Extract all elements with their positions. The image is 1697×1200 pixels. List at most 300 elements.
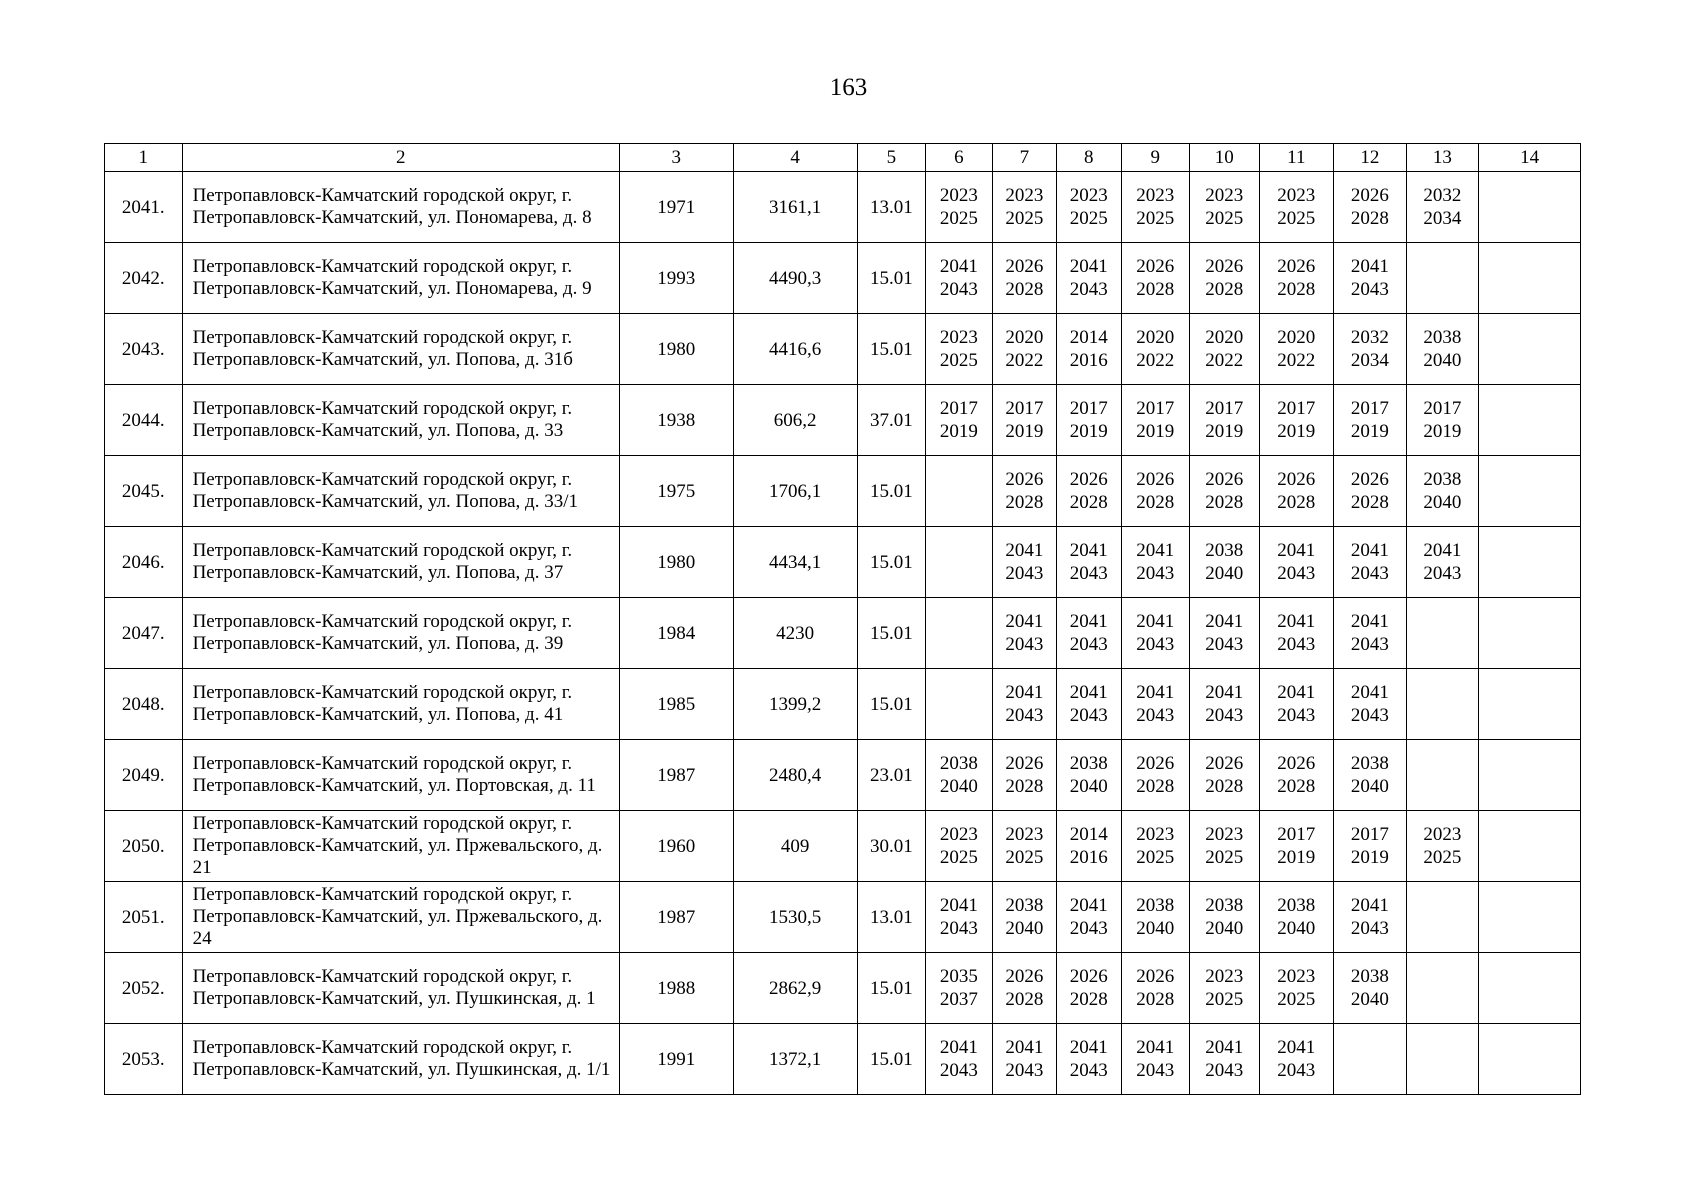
period-cell-col-10 — [1190, 456, 1260, 527]
period-start-year: 2041 — [1069, 895, 1108, 916]
period-start-year: 2041 — [1136, 611, 1175, 632]
period-start-year: 2041 — [1136, 1037, 1175, 1058]
column-header-14: 14 — [1479, 144, 1581, 172]
address: Петропавловск-Камчатский городской округ, г. Петропавловск-Камчатский, ул. Портовская, д. 11 — [182, 740, 619, 811]
period-cell-col-12 — [1334, 598, 1407, 669]
period-cell-col-13 — [1406, 456, 1479, 527]
period-start-year: 2041 — [1069, 540, 1108, 561]
period-end-year: 2040 — [1205, 563, 1244, 584]
period-end-year: 2025 — [1205, 989, 1244, 1010]
address: Петропавловск-Камчатский городской округ, г. Петропавловск-Камчатский, ул. Попова, д. 37 — [182, 527, 619, 598]
period-start-year: 2026 — [1136, 469, 1175, 490]
period-end-year: 2025 — [1205, 208, 1244, 229]
period-start-year: 2023 — [1005, 185, 1044, 206]
period-end-year: 2043 — [1277, 1060, 1316, 1081]
period-start-year: 2026 — [1205, 469, 1244, 490]
period-end-year: 2028 — [1005, 492, 1044, 513]
period-cell-col-11 — [1259, 953, 1334, 1024]
construction-year: 1960 — [619, 811, 733, 882]
period-cell-col-6 — [926, 953, 992, 1024]
column-header-1: 1 — [105, 144, 183, 172]
total-area: 4490,3 — [733, 243, 857, 314]
period-start-year: 2038 — [1005, 895, 1044, 916]
period-cell-col-6 — [926, 527, 992, 598]
period-end-year: 2043 — [1277, 634, 1316, 655]
period-cell-col-11 — [1259, 882, 1334, 953]
period-cell-col-14 — [1479, 740, 1581, 811]
period-start-year: 2023 — [1205, 966, 1244, 987]
period-end-year: 2043 — [1069, 563, 1108, 584]
period-cell-col-11 — [1259, 172, 1334, 243]
row-number: 2049. — [105, 740, 183, 811]
period-cell-col-12 — [1334, 1024, 1407, 1095]
address: Петропавловск-Камчатский городской округ, г. Петропавловск-Камчатский, ул. Попова, д. 41 — [182, 669, 619, 740]
table-row — [105, 1024, 1581, 1095]
period-cell-col-10 — [1190, 527, 1260, 598]
period-cell-col-11 — [1259, 314, 1334, 385]
period-end-year: 2028 — [1277, 492, 1316, 513]
period-start-year: 2041 — [1277, 1037, 1316, 1058]
period-end-year: 2037 — [939, 989, 978, 1010]
column-header-2: 2 — [182, 144, 619, 172]
period-start-year: 2041 — [939, 1037, 978, 1058]
column-header-5: 5 — [857, 144, 926, 172]
period-start-year: 2023 — [939, 327, 978, 348]
period-cell-col-8 — [1057, 882, 1121, 953]
period-start-year: 2038 — [1277, 895, 1316, 916]
period-end-year: 2028 — [1136, 989, 1175, 1010]
period-start-year: 2038 — [1205, 540, 1244, 561]
period-cell-col-9 — [1121, 1024, 1190, 1095]
building-code: 15.01 — [857, 456, 926, 527]
construction-year: 1984 — [619, 598, 733, 669]
total-area: 2480,4 — [733, 740, 857, 811]
period-cell-col-14 — [1479, 385, 1581, 456]
period-cell-col-10 — [1190, 953, 1260, 1024]
period-end-year: 2043 — [1205, 705, 1244, 726]
period-cell-col-13 — [1406, 1024, 1479, 1095]
period-end-year: 2043 — [1005, 563, 1044, 584]
period-start-year: 2041 — [939, 256, 978, 277]
address: Петропавловск-Камчатский городской округ, г. Петропавловск-Камчатский, ул. Попова, д. 31б — [182, 314, 619, 385]
row-number: 2052. — [105, 953, 183, 1024]
period-end-year: 2028 — [1069, 492, 1108, 513]
period-start-year: 2026 — [1136, 753, 1175, 774]
total-area: 1399,2 — [733, 669, 857, 740]
period-cell-col-13 — [1406, 953, 1479, 1024]
period-cell-col-8 — [1057, 740, 1121, 811]
column-header-13: 13 — [1406, 144, 1479, 172]
period-end-year: 2025 — [1277, 208, 1316, 229]
period-cell-col-10 — [1190, 598, 1260, 669]
period-cell-col-13 — [1406, 385, 1479, 456]
period-start-year: 2038 — [1350, 753, 1389, 774]
period-end-year: 2028 — [1277, 776, 1316, 797]
period-cell-col-8 — [1057, 385, 1121, 456]
period-cell-col-7 — [992, 669, 1056, 740]
header-row — [105, 144, 1581, 172]
period-cell-col-6 — [926, 456, 992, 527]
period-end-year: 2043 — [1069, 918, 1108, 939]
period-cell-col-9 — [1121, 740, 1190, 811]
period-cell-col-8 — [1057, 243, 1121, 314]
column-header-10: 10 — [1190, 144, 1260, 172]
period-end-year: 2019 — [1350, 421, 1389, 442]
period-cell-col-13 — [1406, 669, 1479, 740]
period-cell-col-11 — [1259, 740, 1334, 811]
period-end-year: 2028 — [1205, 492, 1244, 513]
period-start-year: 2041 — [1005, 1037, 1044, 1058]
period-start-year: 2020 — [1136, 327, 1175, 348]
period-start-year: 2023 — [1136, 824, 1175, 845]
construction-year: 1985 — [619, 669, 733, 740]
period-cell-col-7 — [992, 314, 1056, 385]
period-cell-col-13 — [1406, 172, 1479, 243]
period-start-year: 2038 — [1136, 895, 1175, 916]
building-code: 15.01 — [857, 669, 926, 740]
period-end-year: 2043 — [1350, 705, 1389, 726]
column-header-11: 11 — [1259, 144, 1334, 172]
period-start-year: 2041 — [1205, 682, 1244, 703]
period-end-year: 2043 — [1136, 634, 1175, 655]
period-start-year: 2014 — [1069, 327, 1108, 348]
period-end-year: 2025 — [939, 208, 978, 229]
period-cell-col-7 — [992, 172, 1056, 243]
period-end-year: 2043 — [939, 279, 978, 300]
period-cell-col-7 — [992, 243, 1056, 314]
period-cell-col-7 — [992, 598, 1056, 669]
period-end-year: 2040 — [1277, 918, 1316, 939]
construction-year: 1987 — [619, 740, 733, 811]
building-code: 15.01 — [857, 243, 926, 314]
period-end-year: 2043 — [1069, 279, 1108, 300]
building-code: 13.01 — [857, 882, 926, 953]
period-end-year: 2025 — [1205, 847, 1244, 868]
period-end-year: 2043 — [1350, 918, 1389, 939]
table-row — [105, 385, 1581, 456]
column-header-12: 12 — [1334, 144, 1407, 172]
total-area: 4434,1 — [733, 527, 857, 598]
period-start-year: 2038 — [1423, 327, 1462, 348]
total-area: 1372,1 — [733, 1024, 857, 1095]
period-cell-col-14 — [1479, 882, 1581, 953]
period-end-year: 2040 — [1136, 918, 1175, 939]
period-cell-col-10 — [1190, 172, 1260, 243]
period-end-year: 2025 — [1005, 847, 1044, 868]
row-number: 2044. — [105, 385, 183, 456]
period-start-year: 2026 — [1277, 469, 1316, 490]
period-cell-col-6 — [926, 243, 992, 314]
address: Петропавловск-Камчатский городской округ, г. Петропавловск-Камчатский, ул. Попова, д. 33 — [182, 385, 619, 456]
period-cell-col-7 — [992, 882, 1056, 953]
period-cell-col-8 — [1057, 953, 1121, 1024]
period-start-year: 2026 — [1277, 753, 1316, 774]
period-end-year: 2043 — [1350, 634, 1389, 655]
table-row — [105, 811, 1581, 882]
period-cell-col-14 — [1479, 243, 1581, 314]
table-row — [105, 953, 1581, 1024]
period-cell-col-6 — [926, 740, 992, 811]
period-cell-col-9 — [1121, 527, 1190, 598]
period-end-year: 2043 — [1069, 634, 1108, 655]
period-end-year: 2028 — [1205, 776, 1244, 797]
period-cell-col-6 — [926, 172, 992, 243]
address: Петропавловск-Камчатский городской округ, г. Петропавловск-Камчатский, ул. Пржевальского, д. 24 — [182, 882, 619, 953]
period-end-year: 2016 — [1069, 847, 1108, 868]
period-start-year: 2041 — [1005, 540, 1044, 561]
construction-year: 1987 — [619, 882, 733, 953]
period-end-year: 2043 — [1277, 705, 1316, 726]
period-cell-col-12 — [1334, 314, 1407, 385]
period-start-year: 2017 — [1350, 824, 1389, 845]
period-cell-col-9 — [1121, 882, 1190, 953]
construction-year: 1993 — [619, 243, 733, 314]
period-cell-col-6 — [926, 598, 992, 669]
period-cell-col-6 — [926, 1024, 992, 1095]
period-start-year: 2017 — [1005, 398, 1044, 419]
table-row — [105, 527, 1581, 598]
period-cell-col-12 — [1334, 527, 1407, 598]
period-start-year: 2026 — [1136, 966, 1175, 987]
building-code: 15.01 — [857, 598, 926, 669]
table-row — [105, 314, 1581, 385]
table-row — [105, 172, 1581, 243]
period-start-year: 2017 — [1277, 398, 1316, 419]
period-end-year: 2028 — [1069, 989, 1108, 1010]
period-end-year: 2040 — [1423, 492, 1462, 513]
period-cell-col-8 — [1057, 1024, 1121, 1095]
total-area: 606,2 — [733, 385, 857, 456]
construction-year: 1980 — [619, 527, 733, 598]
period-cell-col-7 — [992, 385, 1056, 456]
construction-year: 1971 — [619, 172, 733, 243]
period-cell-col-9 — [1121, 953, 1190, 1024]
period-end-year: 2019 — [1277, 847, 1316, 868]
period-end-year: 2040 — [1423, 350, 1462, 371]
period-cell-col-10 — [1190, 740, 1260, 811]
period-start-year: 2023 — [1277, 966, 1316, 987]
period-end-year: 2028 — [1205, 279, 1244, 300]
period-end-year: 2040 — [1005, 918, 1044, 939]
period-cell-col-9 — [1121, 243, 1190, 314]
period-end-year: 2019 — [1136, 421, 1175, 442]
period-end-year: 2022 — [1136, 350, 1175, 371]
table-row — [105, 243, 1581, 314]
period-start-year: 2038 — [939, 753, 978, 774]
period-end-year: 2019 — [1350, 847, 1389, 868]
period-cell-col-13 — [1406, 243, 1479, 314]
period-cell-col-8 — [1057, 669, 1121, 740]
period-cell-col-7 — [992, 740, 1056, 811]
period-start-year: 2041 — [1277, 540, 1316, 561]
period-cell-col-12 — [1334, 740, 1407, 811]
period-end-year: 2040 — [1350, 776, 1389, 797]
building-code: 23.01 — [857, 740, 926, 811]
period-end-year: 2022 — [1205, 350, 1244, 371]
period-start-year: 2041 — [939, 895, 978, 916]
period-start-year: 2041 — [1350, 682, 1389, 703]
period-cell-col-9 — [1121, 669, 1190, 740]
total-area: 2862,9 — [733, 953, 857, 1024]
row-number: 2047. — [105, 598, 183, 669]
period-end-year: 2019 — [1005, 421, 1044, 442]
table-row — [105, 669, 1581, 740]
period-start-year: 2017 — [1277, 824, 1316, 845]
column-header-7: 7 — [992, 144, 1056, 172]
total-area: 409 — [733, 811, 857, 882]
period-cell-col-11 — [1259, 456, 1334, 527]
period-start-year: 2041 — [1136, 682, 1175, 703]
period-start-year: 2023 — [1423, 824, 1462, 845]
period-start-year: 2020 — [1205, 327, 1244, 348]
period-cell-col-12 — [1334, 243, 1407, 314]
table-row — [105, 456, 1581, 527]
period-cell-col-14 — [1479, 598, 1581, 669]
period-start-year: 2041 — [1069, 256, 1108, 277]
period-end-year: 2043 — [1205, 1060, 1244, 1081]
period-end-year: 2025 — [1069, 208, 1108, 229]
row-number: 2050. — [105, 811, 183, 882]
period-end-year: 2043 — [1136, 1060, 1175, 1081]
construction-year: 1938 — [619, 385, 733, 456]
period-cell-col-7 — [992, 1024, 1056, 1095]
period-cell-col-6 — [926, 385, 992, 456]
period-cell-col-12 — [1334, 385, 1407, 456]
period-cell-col-9 — [1121, 811, 1190, 882]
period-end-year: 2028 — [1136, 492, 1175, 513]
period-cell-col-11 — [1259, 669, 1334, 740]
period-start-year: 2023 — [1277, 185, 1316, 206]
period-end-year: 2043 — [1423, 563, 1462, 584]
period-end-year: 2043 — [1277, 563, 1316, 584]
period-cell-col-11 — [1259, 1024, 1334, 1095]
construction-year: 1988 — [619, 953, 733, 1024]
period-start-year: 2023 — [1069, 185, 1108, 206]
column-header-4: 4 — [733, 144, 857, 172]
construction-year: 1991 — [619, 1024, 733, 1095]
period-start-year: 2026 — [1005, 469, 1044, 490]
period-cell-col-11 — [1259, 385, 1334, 456]
table-row — [105, 598, 1581, 669]
period-start-year: 2026 — [1069, 469, 1108, 490]
period-end-year: 2043 — [1005, 1060, 1044, 1081]
period-end-year: 2019 — [1277, 421, 1316, 442]
table-row — [105, 740, 1581, 811]
total-area: 3161,1 — [733, 172, 857, 243]
period-cell-col-12 — [1334, 456, 1407, 527]
period-end-year: 2022 — [1005, 350, 1044, 371]
period-cell-col-12 — [1334, 172, 1407, 243]
building-code: 13.01 — [857, 172, 926, 243]
period-cell-col-13 — [1406, 740, 1479, 811]
period-end-year: 2028 — [1277, 279, 1316, 300]
period-start-year: 2032 — [1423, 185, 1462, 206]
period-cell-col-14 — [1479, 527, 1581, 598]
period-cell-col-8 — [1057, 456, 1121, 527]
row-number: 2046. — [105, 527, 183, 598]
period-end-year: 2043 — [1005, 634, 1044, 655]
row-number: 2053. — [105, 1024, 183, 1095]
period-start-year: 2014 — [1069, 824, 1108, 845]
period-cell-col-8 — [1057, 811, 1121, 882]
period-start-year: 2023 — [1205, 185, 1244, 206]
address: Петропавловск-Камчатский городской округ, г. Петропавловск-Камчатский, ул. Пономарева, д. 9 — [182, 243, 619, 314]
period-start-year: 2041 — [1205, 611, 1244, 632]
period-cell-col-13 — [1406, 882, 1479, 953]
period-start-year: 2041 — [1136, 540, 1175, 561]
period-cell-col-9 — [1121, 456, 1190, 527]
period-end-year: 2025 — [1136, 208, 1175, 229]
period-cell-col-7 — [992, 953, 1056, 1024]
period-cell-col-7 — [992, 811, 1056, 882]
period-cell-col-10 — [1190, 385, 1260, 456]
address: Петропавловск-Камчатский городской округ, г. Петропавловск-Камчатский, ул. Пономарева, д. 8 — [182, 172, 619, 243]
period-start-year: 2041 — [1205, 1037, 1244, 1058]
period-cell-col-11 — [1259, 598, 1334, 669]
period-start-year: 2017 — [1350, 398, 1389, 419]
total-area: 1706,1 — [733, 456, 857, 527]
period-cell-col-6 — [926, 669, 992, 740]
period-start-year: 2026 — [1005, 256, 1044, 277]
period-start-year: 2038 — [1350, 966, 1389, 987]
period-cell-col-7 — [992, 456, 1056, 527]
period-cell-col-6 — [926, 882, 992, 953]
period-end-year: 2043 — [1069, 705, 1108, 726]
period-start-year: 2041 — [1277, 682, 1316, 703]
period-cell-col-14 — [1479, 314, 1581, 385]
period-cell-col-14 — [1479, 953, 1581, 1024]
page-number: 163 — [829, 74, 868, 101]
period-start-year: 2041 — [1277, 611, 1316, 632]
period-start-year: 2017 — [1136, 398, 1175, 419]
period-start-year: 2017 — [1423, 398, 1462, 419]
period-start-year: 2026 — [1005, 966, 1044, 987]
period-cell-col-14 — [1479, 669, 1581, 740]
construction-year: 1975 — [619, 456, 733, 527]
period-end-year: 2040 — [1069, 776, 1108, 797]
period-start-year: 2038 — [1069, 753, 1108, 774]
period-cell-col-10 — [1190, 243, 1260, 314]
period-end-year: 2028 — [1350, 208, 1389, 229]
period-end-year: 2043 — [1136, 563, 1175, 584]
period-cell-col-12 — [1334, 882, 1407, 953]
period-cell-col-12 — [1334, 953, 1407, 1024]
building-code: 15.01 — [857, 1024, 926, 1095]
table-row — [105, 882, 1581, 953]
period-end-year: 2043 — [939, 918, 978, 939]
period-end-year: 2025 — [1277, 989, 1316, 1010]
period-end-year: 2028 — [1136, 279, 1175, 300]
period-start-year: 2041 — [1350, 540, 1389, 561]
period-start-year: 2041 — [1423, 540, 1462, 561]
period-cell-col-14 — [1479, 1024, 1581, 1095]
address: Петропавловск-Камчатский городской округ, г. Петропавловск-Камчатский, ул. Попова, д. 33/1 — [182, 456, 619, 527]
period-cell-col-9 — [1121, 598, 1190, 669]
period-cell-col-14 — [1479, 172, 1581, 243]
period-start-year: 2041 — [1350, 256, 1389, 277]
total-area: 1530,5 — [733, 882, 857, 953]
period-cell-col-10 — [1190, 811, 1260, 882]
period-start-year: 2041 — [1069, 682, 1108, 703]
row-number: 2048. — [105, 669, 183, 740]
period-cell-col-13 — [1406, 527, 1479, 598]
period-cell-col-9 — [1121, 385, 1190, 456]
column-header-3: 3 — [619, 144, 733, 172]
period-end-year: 2043 — [1005, 705, 1044, 726]
period-cell-col-12 — [1334, 669, 1407, 740]
column-header-8: 8 — [1057, 144, 1121, 172]
row-number: 2045. — [105, 456, 183, 527]
